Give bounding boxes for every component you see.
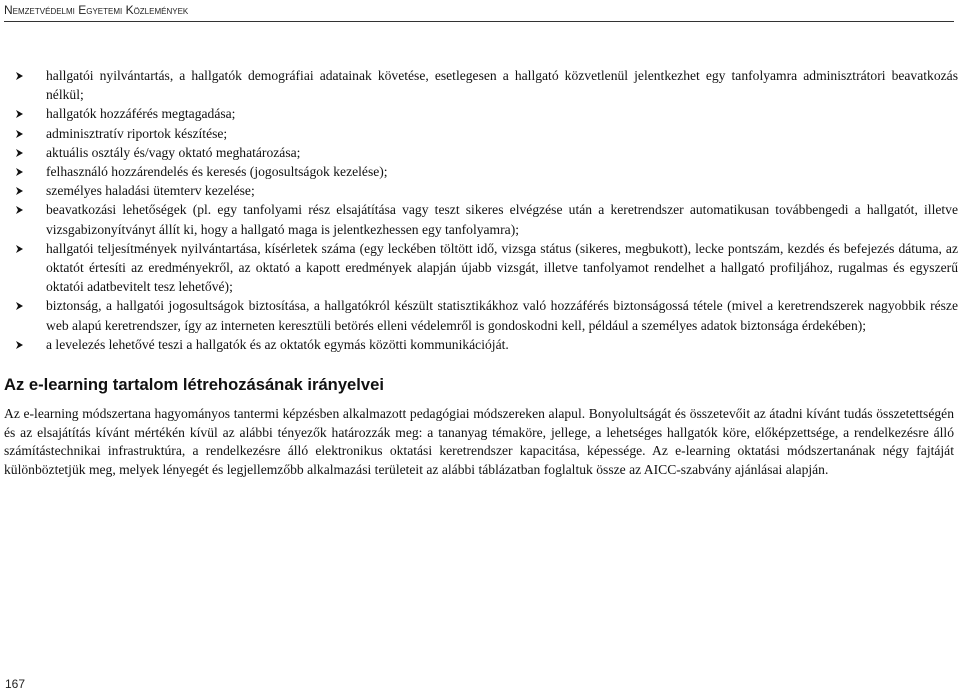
arrow-bullet-icon	[14, 200, 46, 219]
list-item-text: aktuális osztály és/vagy oktató meghatározása;	[46, 144, 301, 160]
arrow-bullet-icon	[14, 124, 46, 143]
list-item-text: a levelezés lehetővé teszi a hallgatók és az oktatók egymás közötti kommunikációját.	[46, 336, 509, 352]
arrow-bullet-icon	[14, 66, 46, 85]
list-item	[14, 239, 958, 297]
arrow-bullet-icon	[14, 239, 46, 258]
list-item	[14, 162, 958, 181]
feature-list	[14, 66, 958, 354]
list-item	[14, 143, 958, 162]
list-item	[14, 104, 958, 123]
page-number: 167	[5, 677, 26, 691]
section-paragraph: Az e-learning módszertana hagyományos tantermi képzésben alkalmazott pedagógiai módszereken alapul. Bonyolultságát és összetevőit az átadni kívánt tudás összetettségén és az elsajátítás kívánt mértékén kívül az alábbi tényezők határozzák meg: a tananyag témaköre, jellege, a lehetséges hallgatók köre, előképzettsége, a rendelkezésre álló számítástechnikai infrastruktúra, a rendelkezésre álló elektronikus oktatási keretrendszer kapacitása, képessége. Az e-learning oktatási módszertanának négy fajtáját különböztetjük meg, melyek lényegét és legjellemzőbb alkalmazási területeit az alábbi táblázatban foglaltuk össze az AICC-szabvány ajánlásai alapján.	[4, 406, 954, 477]
arrow-bullet-icon	[14, 104, 46, 123]
list-item	[14, 181, 958, 200]
list-item-text: beavatkozási lehetőségek (pl. egy tanfolyami rész elsajátítása vagy teszt sikeres elvégzése után a keretrendszer automatikusan továbbengedi a hallgatót, illetve vizsgabizonyítványt állít ki, hogy a hallgató maga is jelentkezhessen egy tanfolyamra);	[46, 202, 958, 237]
list-item	[14, 124, 958, 143]
list-item-text: hallgatók hozzáférés megtagadása;	[46, 106, 236, 122]
arrow-bullet-icon	[14, 162, 46, 181]
list-item-text: biztonság, a hallgatói jogosultságok biztosítása, a hallgatókról készült statisztikákhoz való hozzáférés biztonságossá tétele (mivel a keretrendszerek nagyobbik része web alapú keretrendszer, így az interneten keresztüli betörés elleni védelemről is gondoskodni kell, például a személyes adatok biztonsága érdekében);	[46, 298, 958, 333]
section-heading: Az e-learning tartalom létrehozásának irányelvei	[4, 375, 384, 394]
list-item-text: felhasználó hozzárendelés és keresés (jogosultságok kezelése);	[46, 164, 388, 180]
running-header	[4, 3, 954, 22]
list-item-text: hallgatói teljesítmények nyilvántartása, kísérletek száma (egy leckében töltött idő, vizsga státus (sikeres, megbukott), lecke pontszám, kezdés és befejezés dátuma, az oktatót értesíti az eredményekről, az oktató a kapott eredmények alapján újabb vizsgát, illetve tanfolyamot rendelhet a hallgató profiljához, rugalmas és egyszerű oktatói adatbevitelt tesz lehetővé);	[46, 240, 958, 295]
list-item	[14, 296, 958, 334]
arrow-bullet-icon	[14, 296, 46, 315]
list-item-text: adminisztratív riportok készítése;	[46, 125, 228, 141]
list-item-text: hallgatói nyilvántartás, a hallgatók demográfiai adatainak követése, esetlegesen a hallgató közvetlenül jelentkezhet egy tanfolyamra adminisztrátori beavatkozás nélkül;	[46, 68, 958, 103]
arrow-bullet-icon	[14, 143, 46, 162]
list-item	[14, 200, 958, 238]
arrow-bullet-icon	[14, 181, 46, 200]
arrow-bullet-icon	[14, 335, 46, 354]
journal-title: Nemzetvédelmi Egyetemi Közlemények	[4, 3, 189, 17]
list-item	[14, 335, 958, 354]
list-item-text: személyes haladási ütemterv kezelése;	[46, 183, 255, 199]
list-item	[14, 66, 958, 104]
